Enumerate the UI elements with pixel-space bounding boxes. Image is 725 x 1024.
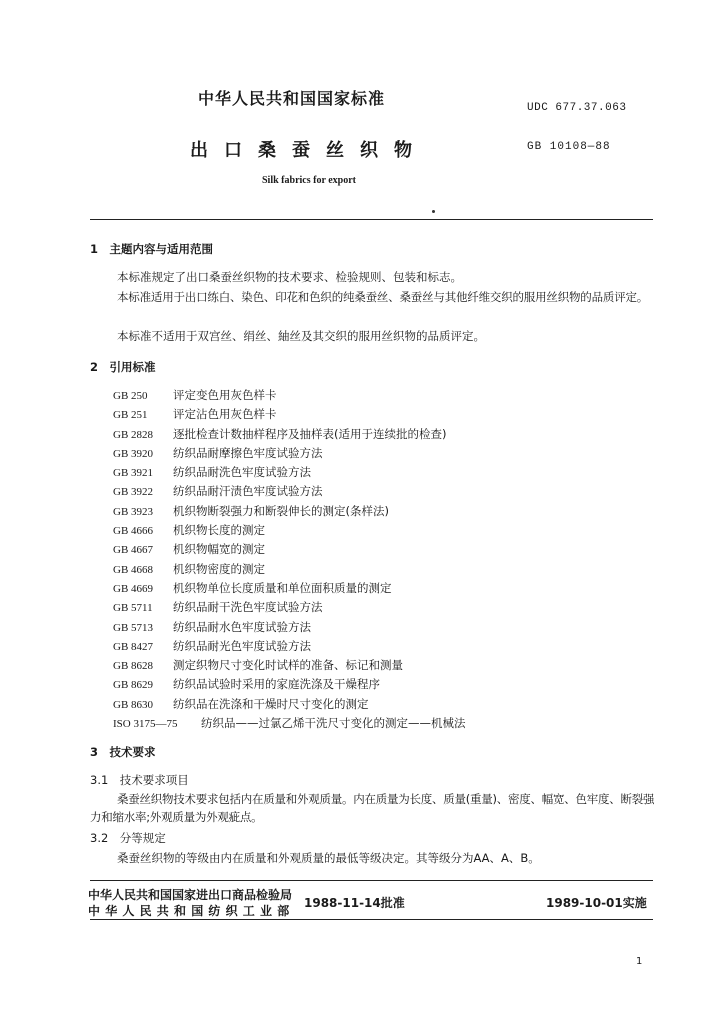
udc-code: UDC 677.37.063	[527, 102, 627, 114]
reference-item	[113, 502, 466, 521]
reference-code: ISO 3175—75	[113, 718, 178, 731]
reference-title: 纺织品耐干洗色牢度试验方法	[173, 600, 323, 615]
reference-title: 纺织品在洗涤和干燥时尺寸变化的测定	[173, 696, 369, 711]
reference-code: GB 8427	[113, 640, 154, 653]
reference-item	[113, 656, 466, 675]
reference-code: GB 2828	[113, 428, 154, 441]
reference-code: GB 4667	[113, 544, 154, 557]
reference-title: 纺织品耐摩擦色牢度试验方法	[173, 445, 323, 460]
reference-title: 纺织品耐洗色牢度试验方法	[173, 465, 311, 480]
reference-title: 测定织物尺寸变化时试样的准备、标记和测量	[173, 658, 403, 673]
reference-item	[113, 444, 466, 463]
reference-title: 机织物密度的测定	[173, 561, 265, 576]
issuing-org-2: 中华人民共和国纺织工业部	[88, 904, 295, 918]
reference-item	[113, 425, 466, 444]
reference-item	[113, 695, 466, 714]
section-3-heading: 3 技术要求	[90, 745, 156, 759]
reference-code: GB 4666	[113, 525, 154, 538]
reference-item	[113, 521, 466, 540]
reference-code: GB 4668	[113, 563, 154, 576]
reference-title: 纺织品耐水色牢度试验方法	[173, 619, 311, 634]
reference-title: 机织物断裂强力和断裂伸长的测定(条样法)	[173, 503, 389, 518]
reference-code: GB 3920	[113, 447, 154, 460]
footer-rule-top	[90, 880, 653, 881]
reference-code: GB 5713	[113, 621, 154, 634]
gb-number: GB 10108—88	[527, 141, 611, 153]
reference-item	[113, 637, 466, 656]
english-title: Silk fabrics for export	[262, 175, 356, 186]
reference-item	[113, 618, 466, 637]
reference-code: GB 3921	[113, 467, 154, 480]
reference-item	[113, 598, 466, 617]
reference-list	[113, 386, 466, 733]
reference-code: GB 250	[113, 390, 148, 402]
reference-title: 纺织品——过氯乙烯干洗尺寸变化的测定——机械法	[201, 716, 466, 731]
issuing-org-1: 中华人民共和国国家进出口商品检验局	[88, 888, 293, 902]
reference-title: 评定沾色用灰色样卡	[173, 407, 277, 422]
reference-title: 逐批检查计数抽样程序及抽样表(适用于连续批的检查)	[173, 426, 447, 441]
reference-item	[113, 386, 466, 405]
section-3-2-text: 桑蚕丝织物的等级由内在质量和外观质量的最低等级决定。其等级分为AA、A、B。	[117, 851, 540, 865]
reference-item	[113, 482, 466, 501]
reference-code: GB 3922	[113, 486, 154, 499]
reference-code: GB 8629	[113, 679, 154, 692]
speck-dot	[432, 210, 435, 213]
reference-code: GB 8630	[113, 698, 154, 711]
section-1-para-1: 本标准规定了出口桑蚕丝织物的技术要求、检验规则、包装和标志。	[117, 270, 462, 284]
reference-title: 纺织品耐汗渍色牢度试验方法	[173, 484, 323, 499]
section-3-1-text: 桑蚕丝织物技术要求包括内在质量和外观质量。内在质量为长度、质量(重量)、密度、幅宽、色牢度、断裂强力和缩水率;外观质量为外观疵点。	[90, 792, 655, 824]
footer-rule-bottom	[90, 919, 653, 920]
section-1-heading: 1 主题内容与适用范围	[90, 242, 214, 256]
reference-item	[113, 405, 466, 424]
section-3-1-heading: 3.1 技术要求项目	[90, 773, 189, 787]
reference-title: 机织物幅宽的测定	[173, 542, 265, 557]
reference-title: 机织物长度的测定	[173, 523, 265, 538]
document-title: 出口桑蚕丝织物	[190, 140, 428, 161]
header-rule	[90, 219, 653, 220]
reference-item	[113, 714, 466, 733]
reference-title: 纺织品试验时采用的家庭洗涤及干燥程序	[173, 677, 380, 692]
reference-code: GB 3923	[113, 505, 154, 518]
approval-date: 1988-11-14批准	[304, 896, 405, 910]
reference-code: GB 5711	[113, 602, 153, 615]
reference-title: 评定变色用灰色样卡	[173, 388, 277, 402]
page-number: 1	[636, 956, 643, 967]
reference-item	[113, 463, 466, 482]
reference-title: 机织物单位长度质量和单位面积质量的测定	[173, 580, 392, 595]
section-1-para-2: 本标准适用于出口练白、染色、印花和色织的纯桑蚕丝、桑蚕丝与其他纤维交织的服用丝织物的品质评定。	[117, 290, 649, 304]
section-1-para-3: 本标准不适用于双宫丝、绢丝、紬丝及其交织的服用丝织物的品质评定。	[117, 329, 485, 343]
reference-code: GB 4669	[113, 582, 154, 595]
section-3-2-heading: 3.2 分等规定	[90, 831, 166, 845]
reference-code: GB 251	[113, 409, 148, 422]
section-2-heading: 2 引用标准	[90, 360, 156, 374]
implementation-date: 1989-10-01实施	[546, 896, 647, 910]
reference-code: GB 8628	[113, 660, 154, 673]
reference-title: 纺织品耐光色牢度试验方法	[173, 638, 311, 653]
reference-item	[113, 560, 466, 579]
reference-item	[113, 540, 466, 559]
reference-item	[113, 675, 466, 694]
standard-title: 中华人民共和国国家标准	[198, 89, 386, 108]
reference-item	[113, 579, 466, 598]
